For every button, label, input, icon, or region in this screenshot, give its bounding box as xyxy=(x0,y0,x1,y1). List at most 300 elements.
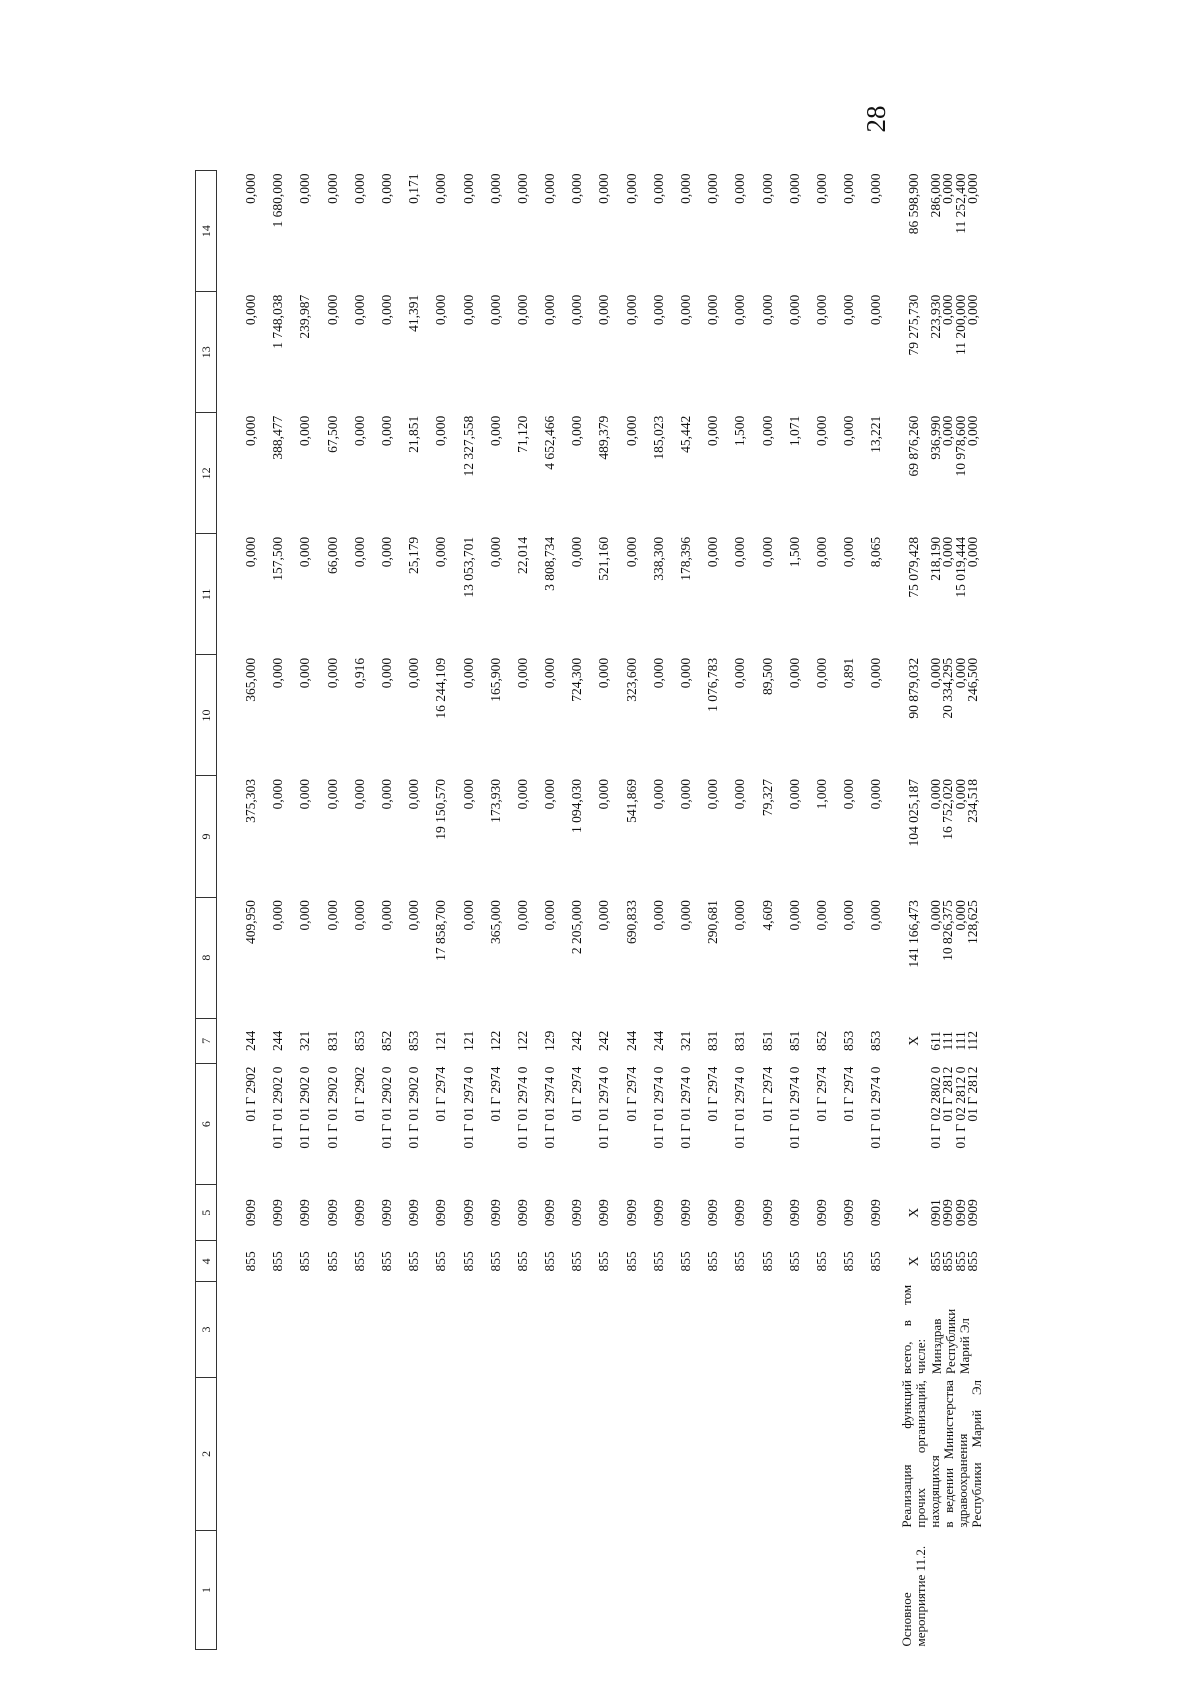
table-cell: 1 094,030 xyxy=(569,779,585,833)
table-cell: 2 205,000 xyxy=(569,900,585,955)
table-cell: 0,000 xyxy=(623,536,639,568)
stack-cell: 01 Г 2812 xyxy=(940,1066,956,1122)
table-cell: 0,000 xyxy=(378,779,394,810)
empty-cell xyxy=(264,1282,291,1377)
stack-cell: 01 Г 2812 xyxy=(965,1066,981,1122)
empty-cell xyxy=(536,1282,563,1377)
col-header: 3 xyxy=(196,1282,217,1377)
stack-cell: 855 xyxy=(952,1251,968,1272)
stack-cell: 0,000 xyxy=(952,900,968,931)
table-cell: 855 xyxy=(705,1251,721,1272)
table-cell: 0,000 xyxy=(378,173,394,204)
table-cell: 122 xyxy=(514,1030,530,1051)
table-cell: 242 xyxy=(569,1030,585,1051)
table-cell: 0909 xyxy=(705,1199,721,1227)
table-cell: 0,000 xyxy=(868,294,884,326)
table-cell: 0,000 xyxy=(351,900,367,931)
empty-cell xyxy=(482,1282,509,1377)
table-cell: 01 Г 01 2974 0 xyxy=(542,1066,558,1149)
table-cell: 0909 xyxy=(514,1199,530,1227)
table-cell: 0,000 xyxy=(650,900,666,931)
table-cell: 0,000 xyxy=(705,415,721,447)
table-row xyxy=(373,171,400,1650)
table-cell: 0909 xyxy=(243,1199,258,1227)
table-cell: 0909 xyxy=(324,1199,340,1227)
table-cell: 0909 xyxy=(596,1199,612,1227)
table-cell: 0,000 xyxy=(378,657,394,689)
table-cell: 855 xyxy=(732,1251,748,1272)
table-cell: 831 xyxy=(324,1030,340,1051)
table-cell: 0,000 xyxy=(297,536,313,568)
budget-table xyxy=(195,170,984,1650)
table-cell: 855 xyxy=(569,1251,585,1272)
table-cell: 0,000 xyxy=(705,536,721,568)
total-cell: X xyxy=(905,1256,921,1267)
empty-cell xyxy=(319,1531,346,1650)
table-cell: 0,000 xyxy=(569,536,585,568)
table-cell: 239,987 xyxy=(297,294,313,339)
table-row xyxy=(808,171,835,1650)
stack-cell: 0,000 xyxy=(952,779,968,810)
table-cell: 0,000 xyxy=(542,173,558,204)
empty-cell xyxy=(482,1377,509,1531)
table-cell: 0,000 xyxy=(650,294,666,326)
table-cell: 831 xyxy=(732,1030,748,1051)
table-cell: 0,000 xyxy=(813,294,829,326)
table-cell: 0,000 xyxy=(759,536,775,568)
table-cell: 0909 xyxy=(759,1199,775,1227)
empty-cell xyxy=(346,1531,373,1650)
empty-cell xyxy=(400,1531,427,1650)
empty-cell xyxy=(618,1377,645,1531)
total-cell: 75 079,428 xyxy=(905,536,921,598)
table-row xyxy=(754,171,781,1650)
table-cell: 0,000 xyxy=(786,779,802,810)
table-cell: 0,000 xyxy=(243,415,258,447)
empty-cell xyxy=(237,1282,264,1377)
table-cell: 855 xyxy=(868,1251,884,1272)
stack-cell: 223,930 xyxy=(927,294,943,339)
empty-cell xyxy=(427,1377,454,1531)
table-cell: 0,000 xyxy=(487,415,503,447)
empty-cell xyxy=(536,1377,563,1531)
table-cell: 0,000 xyxy=(732,294,748,326)
col-header: 5 xyxy=(196,1185,217,1241)
table-cell: 855 xyxy=(378,1251,394,1272)
table-cell: 01 Г 01 2902 0 xyxy=(378,1066,394,1149)
rotated-table-page xyxy=(195,170,1185,1650)
empty-cell xyxy=(590,1531,617,1650)
table-cell: 855 xyxy=(460,1251,476,1272)
empty-cell xyxy=(291,1531,318,1650)
table-cell: 0,000 xyxy=(596,900,612,931)
empty-cell xyxy=(400,1377,427,1531)
table-cell: 244 xyxy=(270,1030,286,1051)
table-row xyxy=(835,171,862,1650)
total-cell: 86 598,900 xyxy=(905,173,921,235)
table-cell: 0,891 xyxy=(841,657,857,689)
table-cell: 0,000 xyxy=(324,657,340,689)
table-cell: 01 Г 01 2902 0 xyxy=(297,1066,313,1149)
table-cell: 0,000 xyxy=(324,900,340,931)
empty-cell xyxy=(726,1377,753,1531)
table-cell: 0,000 xyxy=(732,173,748,204)
table-cell: 1,000 xyxy=(813,779,829,810)
table-cell: 853 xyxy=(868,1030,884,1051)
table-cell: 0,000 xyxy=(678,779,693,810)
table-cell: 0,000 xyxy=(378,900,394,931)
table-cell: 12 327,558 xyxy=(460,415,476,477)
table-row xyxy=(645,171,672,1650)
table-cell: 0,000 xyxy=(351,779,367,810)
table-cell: 01 Г 2974 xyxy=(487,1066,503,1122)
table-cell: 1 680,000 xyxy=(270,173,286,228)
stack-cell: 0,000 xyxy=(927,779,943,810)
table-cell: 0,000 xyxy=(868,657,884,689)
table-cell: 853 xyxy=(351,1030,367,1051)
table-row xyxy=(618,171,645,1650)
table-cell: 321 xyxy=(297,1030,313,1051)
stack-col-9 xyxy=(927,776,984,897)
section-title-line: Реализация функций прочих организаций, находящихся xyxy=(898,1380,942,1528)
table-cell: 89,500 xyxy=(759,657,775,696)
total-cell: 69 876,260 xyxy=(905,415,921,477)
table-cell: 1,500 xyxy=(786,536,802,568)
empty-cell xyxy=(590,1377,617,1531)
empty-cell xyxy=(699,1531,726,1650)
stack-cell: 234,518 xyxy=(965,779,981,823)
table-cell: 0,000 xyxy=(813,900,829,931)
table-row xyxy=(237,171,264,1650)
empty-cell xyxy=(835,1377,862,1531)
table-cell: 121 xyxy=(433,1030,449,1051)
table-cell: 244 xyxy=(623,1030,639,1051)
table-cell: 0,000 xyxy=(297,900,313,931)
table-cell: 0909 xyxy=(270,1199,286,1227)
empty-cell xyxy=(373,1377,400,1531)
empty-cell xyxy=(862,1531,889,1650)
table-cell: 0,000 xyxy=(569,294,585,326)
table-cell: 1,071 xyxy=(786,415,802,447)
col-header: 11 xyxy=(196,534,217,655)
empty-cell xyxy=(427,1282,454,1377)
stack-cell: 10 826,375 xyxy=(940,900,956,961)
empty-cell xyxy=(862,1377,889,1531)
stack-cell: 0,000 xyxy=(927,657,943,689)
empty-cell xyxy=(645,1282,672,1377)
table-cell: 0,000 xyxy=(324,294,340,326)
table-cell: 0,000 xyxy=(813,173,829,204)
table-cell: 0,000 xyxy=(460,657,476,689)
table-row xyxy=(699,171,726,1650)
stack-cell: 855 xyxy=(940,1251,956,1272)
table-cell: 0909 xyxy=(650,1199,666,1227)
table-cell: 0,000 xyxy=(732,900,748,931)
empty-cell xyxy=(835,1282,862,1377)
empty-cell xyxy=(726,1282,753,1377)
table-cell: 0,000 xyxy=(514,657,530,689)
table-cell: 0909 xyxy=(542,1199,558,1227)
table-cell: 122 xyxy=(487,1030,503,1051)
total-cell: X xyxy=(905,1035,921,1046)
table-cell: 0,000 xyxy=(841,294,857,326)
table-cell: 8,065 xyxy=(868,536,884,568)
empty-cell xyxy=(754,1282,781,1377)
table-cell: 0,000 xyxy=(487,173,503,204)
table-cell: 0,000 xyxy=(542,900,558,931)
total-cell: 104 025,187 xyxy=(905,779,921,847)
table-cell: 0,000 xyxy=(705,294,721,326)
table-cell: 0,000 xyxy=(650,657,666,689)
table-cell: 0,000 xyxy=(460,779,476,810)
empty-cell xyxy=(563,1377,590,1531)
table-cell: 852 xyxy=(378,1030,394,1051)
table-cell: 0,000 xyxy=(243,536,258,568)
stack-cell: 0,000 xyxy=(940,294,956,326)
table-cell: 0,000 xyxy=(270,657,286,689)
col-header: 7 xyxy=(196,1018,217,1063)
empty-cell xyxy=(672,1531,699,1650)
table-cell: 0,000 xyxy=(270,779,286,810)
table-cell: 0,000 xyxy=(705,779,721,810)
stack-cell: 218,190 xyxy=(927,536,943,581)
table-row xyxy=(590,171,617,1650)
table-cell: 0,000 xyxy=(732,657,748,689)
table-cell: 338,300 xyxy=(650,536,666,581)
table-cell: 1,500 xyxy=(732,415,748,447)
table-cell: 0,916 xyxy=(351,657,367,689)
stack-cell: 111 xyxy=(952,1031,968,1051)
table-cell: 0,000 xyxy=(678,294,693,326)
empty-cell xyxy=(373,1531,400,1650)
table-cell: 0909 xyxy=(569,1199,585,1227)
table-cell: 0,000 xyxy=(378,294,394,326)
table-cell: 0,000 xyxy=(514,173,530,204)
table-cell: 409,950 xyxy=(243,900,258,944)
stack-col-8 xyxy=(927,897,984,1018)
table-cell: 01 Г 01 2974 0 xyxy=(678,1066,693,1149)
table-cell: 0,000 xyxy=(678,657,693,689)
empty-cell xyxy=(590,1282,617,1377)
col-header: 6 xyxy=(196,1064,217,1185)
table-cell: 165,900 xyxy=(487,657,503,702)
table-cell: 365,000 xyxy=(243,657,258,702)
table-cell: 0,000 xyxy=(678,173,693,204)
table-cell: 0,000 xyxy=(378,536,394,568)
table-cell: 0,000 xyxy=(623,415,639,447)
empty-cell xyxy=(808,1282,835,1377)
empty-cell xyxy=(781,1377,808,1531)
table-row xyxy=(672,171,699,1650)
table-row xyxy=(346,171,373,1650)
stack-cell: 0,000 xyxy=(965,294,981,326)
empty-cell xyxy=(754,1531,781,1650)
stack-col-12 xyxy=(927,413,984,534)
table-cell: 0,000 xyxy=(596,173,612,204)
empty-cell xyxy=(862,1282,889,1377)
table-cell: 290,681 xyxy=(705,900,721,944)
table-cell: 855 xyxy=(406,1251,422,1272)
table-cell: 13 053,701 xyxy=(460,536,476,598)
total-cell: X xyxy=(905,1207,921,1218)
stack-cell: 0909 xyxy=(952,1199,968,1227)
table-cell: 01 Г 2974 xyxy=(705,1066,721,1122)
table-cell: 157,500 xyxy=(270,536,286,581)
table-row xyxy=(482,171,509,1650)
table-cell: 0,000 xyxy=(542,294,558,326)
empty-cell xyxy=(645,1531,672,1650)
table-cell: 853 xyxy=(841,1030,857,1051)
table-cell: 244 xyxy=(650,1030,666,1051)
stack-cell: 611 xyxy=(927,1030,943,1051)
table-cell: 0,000 xyxy=(759,294,775,326)
empty-cell xyxy=(264,1377,291,1531)
stack-cell: 111 xyxy=(940,1031,956,1051)
total-cell: 141 166,473 xyxy=(905,900,921,968)
table-cell: 855 xyxy=(813,1251,829,1272)
empty-cell xyxy=(264,1531,291,1650)
page-number: 28 xyxy=(861,105,891,133)
stack-cell: 20 334,295 xyxy=(940,657,956,719)
table-cell: 0,000 xyxy=(243,173,258,204)
table-cell: 0,171 xyxy=(406,173,422,204)
table-cell: 0,000 xyxy=(542,657,558,689)
table-cell: 16 244,109 xyxy=(433,657,449,719)
table-cell: 01 Г 01 2902 0 xyxy=(406,1066,422,1149)
table-cell: 831 xyxy=(705,1030,721,1051)
table-cell: 521,160 xyxy=(596,536,612,581)
table-cell: 0,000 xyxy=(623,173,639,204)
table-row xyxy=(536,171,563,1650)
stack-cell: 01 Г 02 2802 0 xyxy=(927,1066,943,1149)
table-cell: 365,000 xyxy=(487,900,503,944)
table-cell: 0,000 xyxy=(406,657,422,689)
section-code: Основное мероприятие 11.2. xyxy=(898,1545,928,1647)
table-cell: 0,000 xyxy=(460,294,476,326)
table-cell: 0,000 xyxy=(650,779,666,810)
table-cell: 0,000 xyxy=(868,173,884,204)
table-cell: 0909 xyxy=(868,1199,884,1227)
stack-cell: 0,000 xyxy=(952,657,968,689)
stack-cell: 0,000 xyxy=(965,415,981,447)
table-cell: 0,000 xyxy=(786,294,802,326)
empty-cell xyxy=(237,1531,264,1650)
table-cell: 855 xyxy=(841,1251,857,1272)
table-cell: 0909 xyxy=(813,1199,829,1227)
table-cell: 0,000 xyxy=(433,415,449,447)
table-cell: 17 858,700 xyxy=(433,900,449,961)
stack-cell: 112 xyxy=(965,1030,981,1051)
stack-cell: 0,000 xyxy=(940,173,956,204)
empty-cell xyxy=(319,1282,346,1377)
empty-cell xyxy=(808,1531,835,1650)
stack-col-11 xyxy=(927,534,984,655)
table-cell: 0,000 xyxy=(868,900,884,931)
stack-cell: 286,000 xyxy=(927,173,943,218)
table-cell: 173,930 xyxy=(487,779,503,823)
table-cell: 0,000 xyxy=(433,536,449,568)
empty-cell xyxy=(373,1282,400,1377)
table-cell: 0,000 xyxy=(678,900,693,931)
table-cell: 01 Г 01 2974 0 xyxy=(650,1066,666,1149)
table-cell: 323,600 xyxy=(623,657,639,702)
table-row xyxy=(319,171,346,1650)
table-cell: 321 xyxy=(678,1030,693,1051)
table-cell: 0909 xyxy=(623,1199,639,1227)
table-cell: 0,000 xyxy=(813,657,829,689)
table-cell: 0,000 xyxy=(841,415,857,447)
empty-cell xyxy=(455,1282,482,1377)
empty-cell xyxy=(237,1377,264,1531)
empty-cell xyxy=(509,1531,536,1650)
table-cell: 0,000 xyxy=(351,294,367,326)
table-cell: 01 Г 01 2974 0 xyxy=(514,1066,530,1149)
table-cell: 178,396 xyxy=(678,536,693,581)
table-cell: 244 xyxy=(243,1030,258,1051)
table-cell: 01 Г 2974 xyxy=(569,1066,585,1122)
table-row xyxy=(781,171,808,1650)
table-cell: 0,000 xyxy=(569,415,585,447)
table-cell: 855 xyxy=(514,1251,530,1272)
table-row xyxy=(563,171,590,1650)
stack-cell: 246,500 xyxy=(965,657,981,702)
empty-cell xyxy=(672,1282,699,1377)
col-header: 10 xyxy=(196,655,217,776)
empty-cell xyxy=(319,1377,346,1531)
table-cell: 0,000 xyxy=(243,294,258,326)
table-cell: 0,000 xyxy=(351,536,367,568)
empty-cell xyxy=(618,1531,645,1650)
table-cell: 0,000 xyxy=(433,173,449,204)
section-title xyxy=(900,1377,984,1531)
table-cell: 0,000 xyxy=(786,900,802,931)
empty-cell xyxy=(781,1282,808,1377)
col-header: 12 xyxy=(196,413,217,534)
table-cell: 0,000 xyxy=(569,173,585,204)
table-cell: 0,000 xyxy=(596,779,612,810)
table-cell: 0909 xyxy=(460,1199,476,1227)
stack-cell: 0,000 xyxy=(940,536,956,568)
table-cell: 855 xyxy=(596,1251,612,1272)
stack-cell: 10 978,600 xyxy=(952,415,968,477)
table-cell: 22,014 xyxy=(514,536,530,574)
table-cell: 0909 xyxy=(732,1199,748,1227)
table-cell: 01 Г 2974 xyxy=(623,1066,639,1122)
table-cell: 01 Г 2902 xyxy=(243,1066,258,1122)
empty-cell xyxy=(509,1377,536,1531)
empty-cell xyxy=(835,1531,862,1650)
table-cell: 66,000 xyxy=(324,536,340,574)
table-cell: 855 xyxy=(270,1251,286,1272)
stack-col-7 xyxy=(927,1018,984,1063)
table-cell: 0,000 xyxy=(297,779,313,810)
table-cell: 855 xyxy=(351,1251,367,1272)
table-cell: 0,000 xyxy=(841,173,857,204)
table-cell: 855 xyxy=(678,1251,693,1272)
empty-cell xyxy=(455,1531,482,1650)
total-cell: 90 879,032 xyxy=(905,657,921,719)
stack-cell: 0909 xyxy=(940,1199,956,1227)
table-cell: 0909 xyxy=(678,1199,693,1227)
table-cell: 0,000 xyxy=(324,173,340,204)
stack-cell: 0909 xyxy=(965,1199,981,1227)
stack-cell: 01 Г 02 2812 0 xyxy=(952,1066,968,1149)
stack-cell: 0,000 xyxy=(965,173,981,204)
table-cell: 0,000 xyxy=(813,536,829,568)
table-cell: 855 xyxy=(623,1251,639,1272)
stack-cell: 16 752,020 xyxy=(940,779,956,840)
table-cell: 855 xyxy=(759,1251,775,1272)
